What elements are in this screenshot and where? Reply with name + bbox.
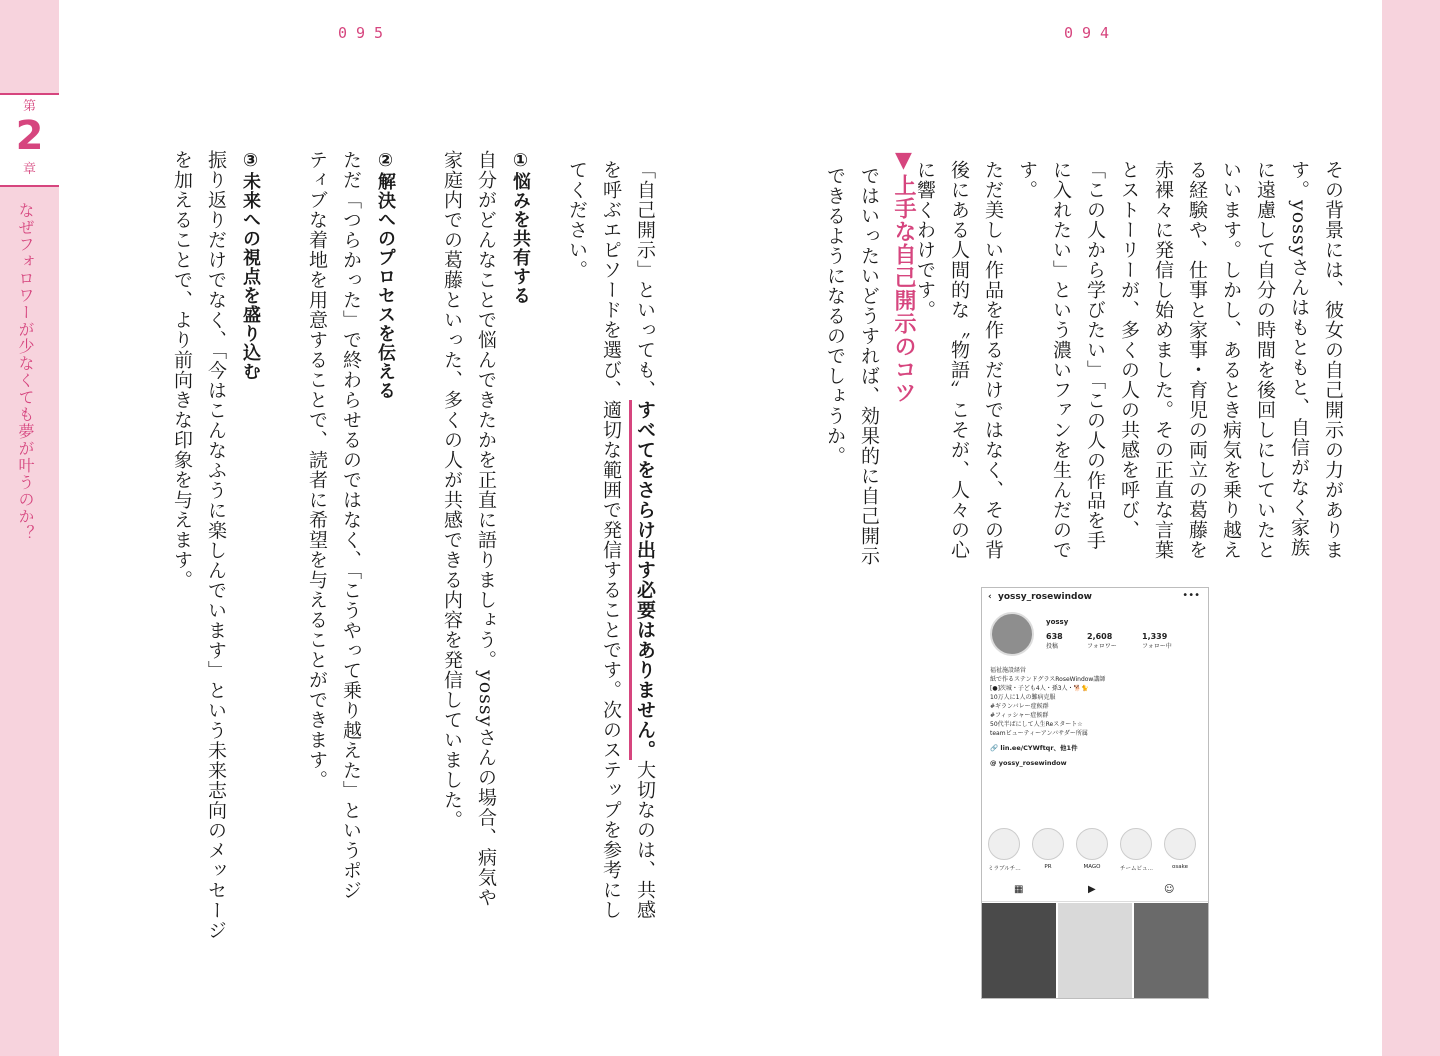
paragraph <box>560 160 662 920</box>
chapter-label-top: 第 <box>22 99 36 114</box>
right-page-body <box>908 160 1350 560</box>
step-1 <box>435 150 537 910</box>
bio-line: [●]茨城・子ども4人・孫3人・🐕🐈 <box>990 685 1089 692</box>
profile-username: ‹ yossy_rosewindow <box>988 592 1092 602</box>
post-grid <box>982 903 1208 998</box>
bio-line: teamビューティーアンバサダー所属 <box>990 730 1088 737</box>
highlight-item: チームビュ… <box>1120 828 1152 872</box>
highlight-item: PR <box>1032 828 1064 870</box>
grid-icon: ▦ <box>1014 884 1024 895</box>
bio-line: 50代半ばにして人生Reスタート☆ <box>990 721 1083 728</box>
followers-count: 2,608 フォロワー <box>1087 632 1117 650</box>
tagged-icon: ☺ <box>1164 884 1175 895</box>
step-2 <box>300 150 402 910</box>
emphasis-text: すべてをさらけ出す必要はありません。 <box>629 400 656 760</box>
chapter-label-bottom: 章 <box>22 162 36 177</box>
highlight-item: ミラブルチ… <box>988 828 1020 872</box>
bio-line: #ギランバレー症候群 <box>990 703 1049 710</box>
profile-tabs <box>982 881 1208 902</box>
profile-link: 🔗 lin.ee/CYWftqr、他1件 <box>990 744 1078 752</box>
paragraph: ただ美しい作品を作るだけではなく、その背後にある人間的な〝物語〟こそが、人々の心に響くわけです。 <box>914 160 1004 560</box>
chapter-title: なぜフォロワーが少なくても夢が叶うのか？ <box>16 202 35 542</box>
post-thumbnail <box>1134 903 1208 998</box>
paragraph: その背景には、彼女の自己開示の力があります。yossyさんはもともと、自信がなく家族に遠慮して自分の時間を後回しにしていたといいます。しかし、あるとき病気を乗り越える経験や、仕事と家事・育児の両立の葛藤を赤裸々に発信し始めました。その正直な言葉とストーリーが、多くの人の共感を呼び、「この人から学びたい」「この人の作品を手に入れたい」という濃いファンを生んだのです。 <box>1016 160 1344 560</box>
step-body: ただ「つらかった」で終わらせるのではなく、「こうやって乗り越えた」というポジティブな着地を用意することで、読者に希望を与えることができます。 <box>306 150 362 901</box>
page-number-left: 095 <box>338 24 393 42</box>
more-dots-icon: ••• <box>1182 590 1200 601</box>
instagram-profile-screenshot <box>981 587 1209 999</box>
step-title: ①悩みを共有する <box>510 150 531 305</box>
intro-text-end: 大切なのは、共感を呼ぶエピソードを選び、適切な範囲で発信することです。次のステップを参考にしてください。 <box>566 160 656 920</box>
step-body: 自分がどんなことで悩んできたかを正直に語りましょう。yossyさんの場合、病気や家庭内での葛藤といった、多くの人が共感できる内容を発信していました。 <box>441 150 497 908</box>
bio-line: 紙で作るステンドグラスRoseWindow講師 <box>990 676 1106 683</box>
following-count: 1,339 フォロー中 <box>1142 632 1172 650</box>
chapter-marker <box>0 93 59 187</box>
post-thumbnail <box>1058 903 1132 998</box>
step-3 <box>165 150 267 950</box>
step-title: ②解決へのプロセスを伝える <box>375 150 396 400</box>
step-title: ③未来への視点を盛り込む <box>240 150 261 381</box>
intro-text: 「自己開示」といっても、 <box>634 160 656 400</box>
posts-count: 638 投稿 <box>1046 632 1063 650</box>
bio-line: #フィッシャー症候群 <box>990 712 1049 719</box>
reels-icon: ▶ <box>1088 884 1096 895</box>
right-page-tips <box>818 148 920 568</box>
chapter-number: 2 <box>15 113 44 159</box>
section-heading: ▼上手な自己開示のコツ <box>891 148 916 404</box>
page-edge-right <box>1382 0 1440 1056</box>
profile-bio <box>990 666 1200 738</box>
bio-line: 10万人に1人の難病克服 <box>990 694 1056 701</box>
left-page-intro <box>560 160 662 920</box>
highlight-item: osake <box>1164 828 1196 870</box>
post-thumbnail <box>982 903 1056 998</box>
page-number-right: 094 <box>1064 24 1119 42</box>
paragraph: ではいったいどうすれば、効果的に自己開示できるようになるのでしょうか。 <box>824 166 880 566</box>
threads-handle: @ yossy_rosewindow <box>990 759 1067 767</box>
highlight-item: MAGO <box>1076 828 1108 870</box>
profile-display-name: yossy <box>1046 618 1069 626</box>
step-body: 振り返りだけでなく、「今はこんなふうに楽しんでいます」という未来志向のメッセージを加えることで、より前向きな印象を与えます。 <box>171 150 227 941</box>
avatar <box>990 612 1034 656</box>
bio-line: 福祉施設経営 <box>990 667 1027 674</box>
